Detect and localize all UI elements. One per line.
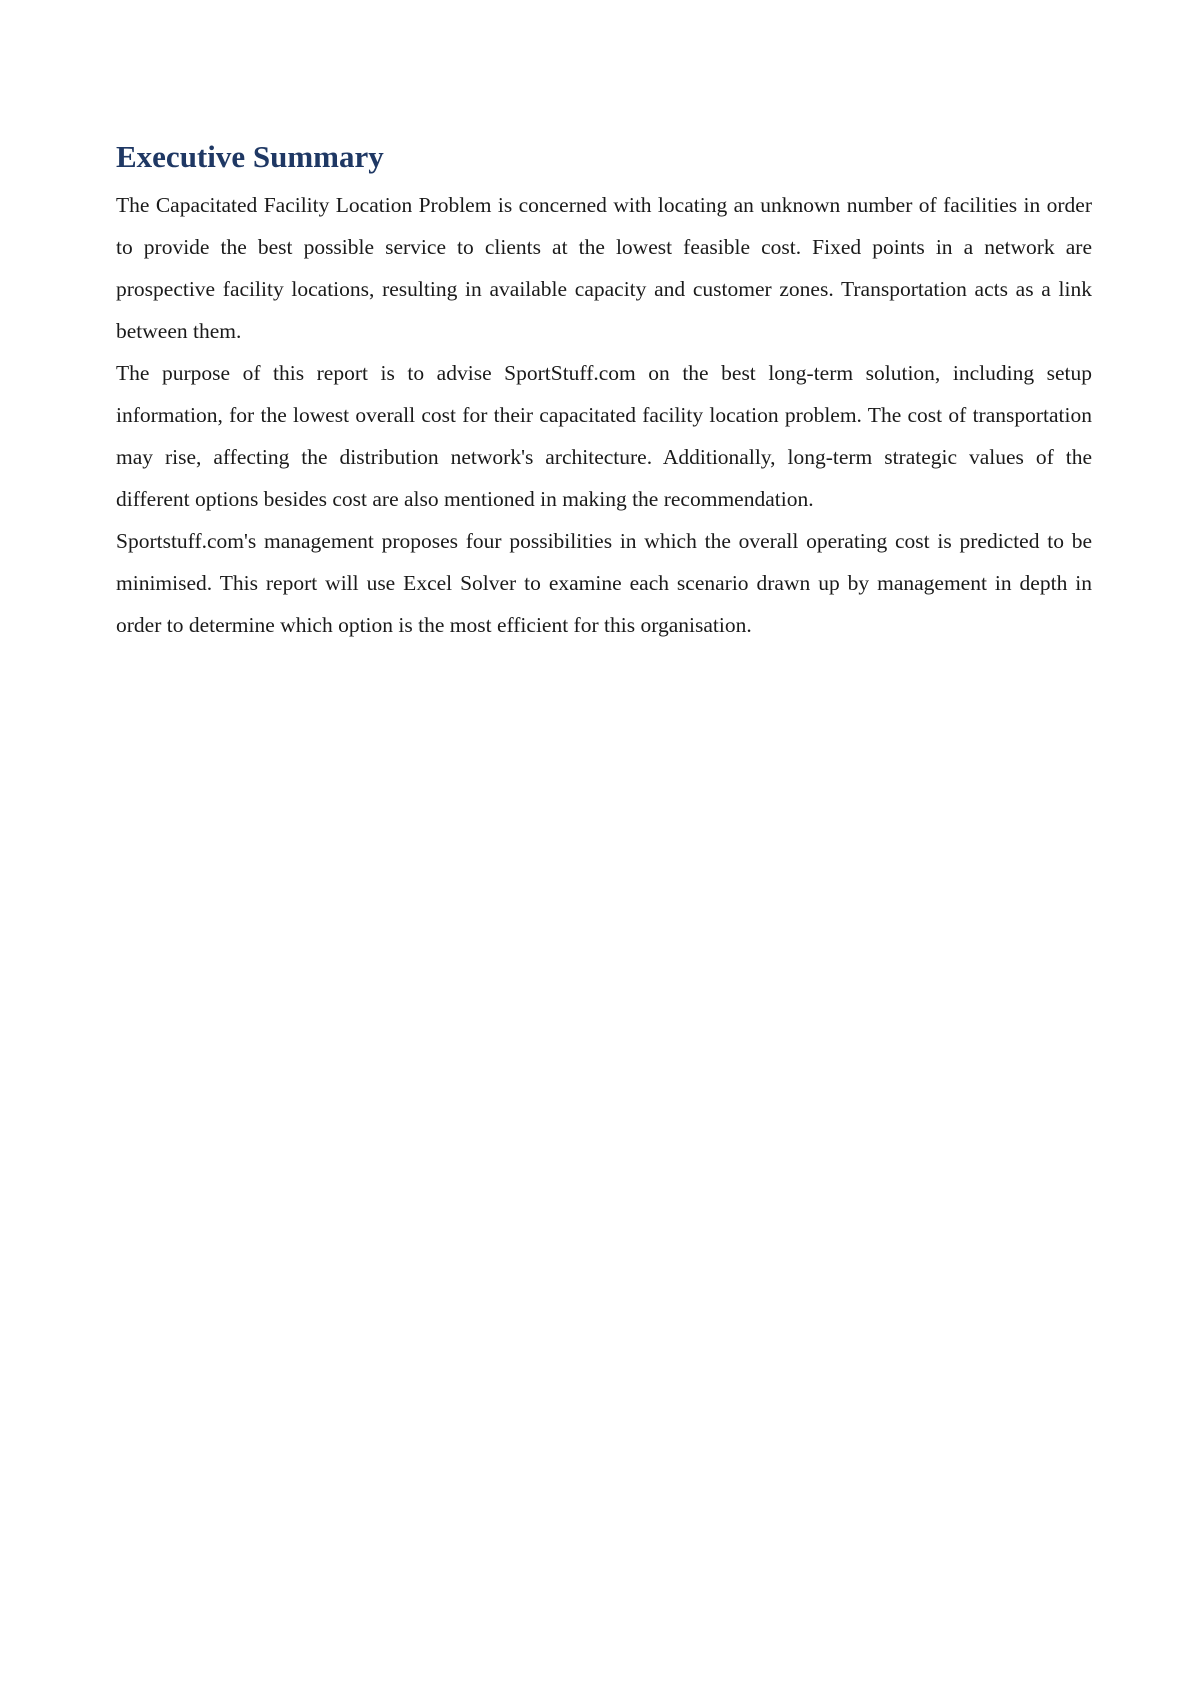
document-body bbox=[116, 138, 1092, 646]
section-heading: Executive Summary bbox=[116, 139, 384, 174]
paragraph-purpose: The purpose of this report is to advise SportStuff.com on the best long-term solution, including setup information, for the lowest overall cost for their capacitated facility location problem. The cost of transportation may rise, affecting the distribution network's architecture. Additionally, long-term strategic values of the different options besides cost are also mentioned in making the recommendation. bbox=[116, 361, 1092, 511]
paragraph-intro: The Capacitated Facility Location Problem is concerned with locating an unknown number of facilities in order to provide the best possible service to clients at the lowest feasible cost. Fixed points in a network are prospective facility locations, resulting in available capacity and customer zones. Transportation acts as a link between them. bbox=[116, 193, 1092, 343]
paragraph-approach: Sportstuff.com's management proposes four possibilities in which the overall operating cost is predicted to be minimised. This report will use Excel Solver to examine each scenario drawn up by management in depth in order to determine which option is the most efficient for this organisation. bbox=[116, 529, 1092, 637]
